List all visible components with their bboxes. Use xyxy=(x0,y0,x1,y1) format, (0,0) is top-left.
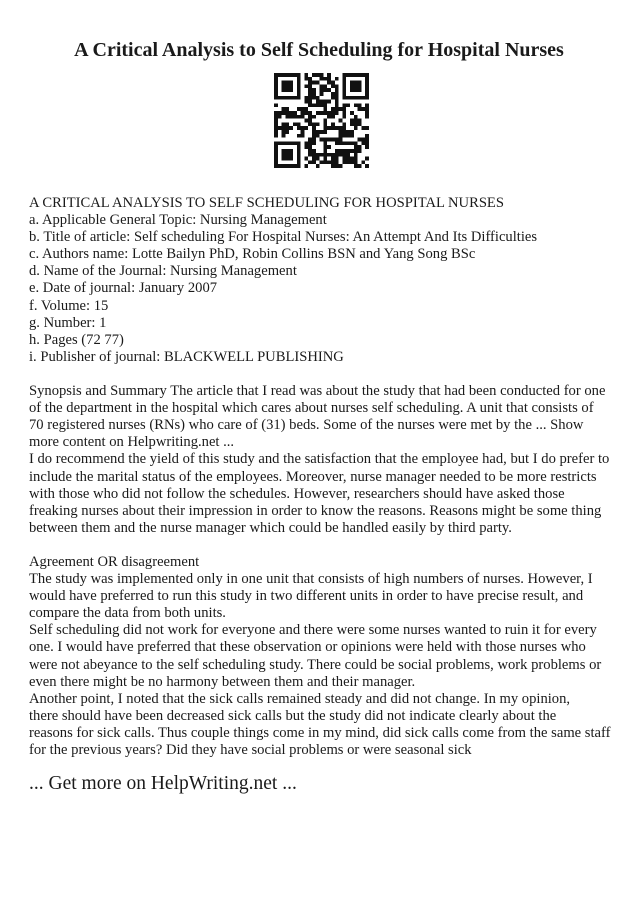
article-detail-line: e. Date of journal: January 2007 xyxy=(29,280,218,297)
article-detail-line: a. Applicable General Topic: Nursing Management xyxy=(29,212,327,229)
document-title: A Critical Analysis to Self Scheduling for Hospital Nurses xyxy=(74,39,564,61)
agreement-line: there should have been decreased sick calls but the study did not indicate clearly about the xyxy=(29,707,557,724)
synopsis-line: 70 registered nurses (RNs) who care of (31) beds. Some of the nurses were met by the ... Show xyxy=(29,417,584,434)
article-detail-line: i. Publisher of journal: BLACKWELL PUBLISHING xyxy=(29,348,344,365)
agreement-line: reasons for sick calls. Thus couple things come in my mind, did sick calls come from the same staff xyxy=(29,724,611,741)
agreement-line: even there might be no harmony between them and their manager. xyxy=(29,673,416,690)
article-detail-line: h. Pages (72 77) xyxy=(29,331,124,348)
agreement-line: Agreement OR disagreement xyxy=(29,553,200,570)
synopsis-line: freaking nurses about their impression in order to know the reasons. Reasons might be some thing xyxy=(29,502,602,519)
synopsis-line: more content on Helpwriting.net ... xyxy=(29,434,235,451)
article-detail-line: c. Authors name: Lotte Bailyn PhD, Robin Collins BSN and Yang Song BSc xyxy=(29,246,476,263)
synopsis-line: I do recommend the yield of this study and the satisfaction that the employee had, but I do prefer to xyxy=(29,451,610,468)
agreement-line: Self scheduling did not work for everyone and there were some nurses wanted to ruin it for every xyxy=(29,622,597,639)
get-more-link[interactable]: ... Get more on HelpWriting.net ... xyxy=(29,773,297,794)
document-body xyxy=(29,195,619,759)
qr-code-icon xyxy=(274,73,369,168)
agreement-line: Another point, I noted that the sick calls remained steady and did not change. In my opinion, xyxy=(29,690,571,707)
synopsis-section xyxy=(29,383,619,537)
synopsis-line: with those who did not follow the schedules. However, researchers should have asked those xyxy=(29,485,565,502)
synopsis-line: of the department in the hospital which cares about nurses self scheduling. A unit that consists of xyxy=(29,400,594,417)
article-detail-line: d. Name of the Journal: Nursing Management xyxy=(29,263,297,280)
article-detail-line: b. Title of article: Self scheduling For Hospital Nurses: An Attempt And Its Difficulties xyxy=(29,229,538,246)
synopsis-line: include the marital status of the employees. Moreover, nurse manager needed to be more restricts xyxy=(29,468,597,485)
agreement-line: for the previous years? Did they have social problems or were seasonal sick xyxy=(29,742,472,758)
agreement-line: were not abeyance to the self scheduling study. There could be social problems, work problems or xyxy=(29,656,602,673)
agreement-line: compare the data from both units. xyxy=(29,605,226,622)
article-detail-line: g. Number: 1 xyxy=(29,314,107,331)
article-detail-line: A CRITICAL ANALYSIS TO SELF SCHEDULING FOR HOSPITAL NURSES xyxy=(29,195,504,211)
agreement-section xyxy=(29,554,619,759)
agreement-line: one. I would have preferred that these observation or opinions were held with those nurses who xyxy=(29,639,586,656)
article-detail-line: f. Volume: 15 xyxy=(29,297,109,314)
agreement-line: The study was implemented only in one unit that consists of high numbers of nurses. However, I xyxy=(29,571,593,588)
synopsis-line: Synopsis and Summary The article that I read was about the study that had been conducted for one xyxy=(29,383,606,400)
article-details xyxy=(29,195,619,366)
synopsis-line: between them and the nurse manager which could be handled easily by third party. xyxy=(29,519,512,536)
agreement-line: would have preferred to run this study in two different units in order to have precise result, and xyxy=(29,588,584,605)
